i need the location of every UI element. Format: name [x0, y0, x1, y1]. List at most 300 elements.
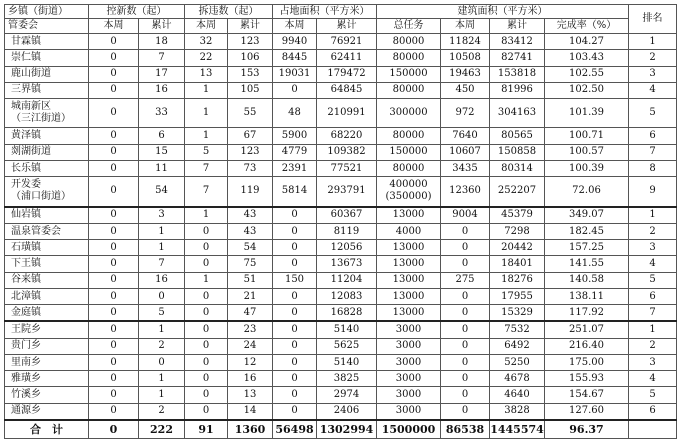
cell-cn-cum: 5 — [139, 305, 185, 322]
cell-dm-week: 32 — [185, 34, 228, 50]
cell-ba-cum: 7298 — [490, 223, 545, 239]
table-body — [5, 34, 677, 421]
cell-dm-cum: 51 — [228, 272, 273, 288]
cell-cn-week: 0 — [89, 34, 139, 50]
cell-la-week: 0 — [273, 321, 317, 338]
town-name-line1: 开发委 — [11, 179, 41, 191]
cell-town-name: 竹溪乡 — [5, 387, 89, 403]
cell-rank: 5 — [629, 272, 677, 288]
cell-ba-week: 275 — [441, 272, 490, 288]
cell-cn-week: 0 — [89, 338, 139, 354]
cell-total-task: 300000 — [377, 99, 441, 128]
cell-la-week: 0 — [273, 256, 317, 272]
cell-la-cum: 62411 — [317, 50, 377, 66]
cell-dm-week: 7 — [185, 177, 228, 207]
cell-ba-week: 0 — [441, 403, 490, 420]
cell-la-cum: 2406 — [317, 403, 377, 420]
cell-cn-cum: 18 — [139, 34, 185, 50]
cell-cn-cum: 33 — [139, 99, 185, 128]
cell-rank: 1 — [629, 207, 677, 224]
cell-la-week: 0 — [273, 403, 317, 420]
cell-total-task: 3000 — [377, 403, 441, 420]
total-la-cum: 1302994 — [317, 420, 377, 439]
cell-town-name: 甘霖镇 — [5, 34, 89, 50]
table-row — [5, 338, 677, 354]
cell-completion-rate: 349.07 — [545, 207, 629, 224]
cell-total-task: 80000 — [377, 160, 441, 176]
town-name-line1: 城南新区 — [11, 101, 51, 113]
header-rank: 排名 — [629, 5, 677, 34]
cell-cn-cum: 6 — [139, 128, 185, 144]
cell-dm-week: 0 — [185, 305, 228, 322]
cell-cn-week: 0 — [89, 99, 139, 128]
cell-cn-cum: 54 — [139, 177, 185, 207]
table-row — [5, 321, 677, 338]
cell-rank: 6 — [629, 403, 677, 420]
cell-rank: 3 — [629, 354, 677, 370]
cell-rank: 2 — [629, 223, 677, 239]
cell-la-week: 150 — [273, 272, 317, 288]
table-row — [5, 256, 677, 272]
cell-dm-week: 0 — [185, 403, 228, 420]
cell-la-cum: 8119 — [317, 223, 377, 239]
cell-cn-week: 0 — [89, 207, 139, 224]
cell-la-week: 0 — [273, 371, 317, 387]
total-label: 合 计 — [5, 420, 89, 439]
header-completion-rate: 完成率（%） — [545, 19, 629, 34]
cell-total-task: 3000 — [377, 338, 441, 354]
cell-dm-cum: 55 — [228, 99, 273, 128]
cell-ba-cum: 4678 — [490, 371, 545, 387]
cell-total-task: 13000 — [377, 288, 441, 304]
table-row — [5, 177, 677, 207]
total-la-week: 56498 — [273, 420, 317, 439]
cell-cn-week: 0 — [89, 305, 139, 322]
total-cn-week: 0 — [89, 420, 139, 439]
cell-ba-cum: 7532 — [490, 321, 545, 338]
cell-cn-week: 0 — [89, 50, 139, 66]
cell-la-week: 0 — [273, 207, 317, 224]
cell-ba-week: 7640 — [441, 128, 490, 144]
cell-town-name: 黄泽镇 — [5, 128, 89, 144]
header-la-cum: 累计 — [317, 19, 377, 34]
cell-cn-cum: 1 — [139, 223, 185, 239]
cell-cn-cum: 1 — [139, 387, 185, 403]
cell-la-week: 5900 — [273, 128, 317, 144]
cell-dm-week: 1 — [185, 207, 228, 224]
cell-dm-cum: 123 — [228, 144, 273, 160]
cell-ba-week: 0 — [441, 371, 490, 387]
cell-la-week: 0 — [273, 387, 317, 403]
table-row — [5, 207, 677, 224]
cell-town-name: 谷来镇 — [5, 272, 89, 288]
cell-ba-week: 12360 — [441, 177, 490, 207]
cell-dm-cum: 67 — [228, 128, 273, 144]
cell-la-cum: 76921 — [317, 34, 377, 50]
cell-town-name: 长乐镇 — [5, 160, 89, 176]
cell-la-cum: 179472 — [317, 66, 377, 82]
cell-town-name: 雅璜乡 — [5, 371, 89, 387]
cell-cn-cum: 1 — [139, 371, 185, 387]
cell-ba-week: 10508 — [441, 50, 490, 66]
cell-total-task: 150000 — [377, 66, 441, 82]
table-row — [5, 82, 677, 98]
cell-town-name: 三界镇 — [5, 82, 89, 98]
cell-dm-week: 7 — [185, 160, 228, 176]
cell-rank: 7 — [629, 144, 677, 160]
total-dm-cum: 1360 — [228, 420, 273, 439]
cell-dm-week: 1 — [185, 99, 228, 128]
cell-cn-week: 0 — [89, 256, 139, 272]
cell-ba-cum: 5250 — [490, 354, 545, 370]
cell-ba-week: 9004 — [441, 207, 490, 224]
town-name-line2: （三江街道） — [11, 113, 71, 125]
cell-la-cum: 77521 — [317, 160, 377, 176]
cell-cn-week: 0 — [89, 272, 139, 288]
cell-rank: 5 — [629, 387, 677, 403]
cell-dm-week: 0 — [185, 387, 228, 403]
cell-ba-cum: 3828 — [490, 403, 545, 420]
cell-dm-cum: 119 — [228, 177, 273, 207]
cell-dm-week: 22 — [185, 50, 228, 66]
cell-total-task: 80000 — [377, 128, 441, 144]
cell-ba-week: 0 — [441, 305, 490, 322]
cell-dm-cum: 123 — [228, 34, 273, 50]
cell-la-week: 0 — [273, 338, 317, 354]
cell-ba-week: 450 — [441, 82, 490, 98]
cell-town-name: 仙岩镇 — [5, 207, 89, 224]
cell-completion-rate: 216.40 — [545, 338, 629, 354]
cell-rank: 8 — [629, 160, 677, 176]
cell-cn-week: 0 — [89, 321, 139, 338]
cell-completion-rate: 72.06 — [545, 177, 629, 207]
cell-rank: 3 — [629, 66, 677, 82]
cell-ba-week: 10607 — [441, 144, 490, 160]
cell-total-task: 3000 — [377, 371, 441, 387]
cell-dm-week: 0 — [185, 240, 228, 256]
cell-town-name: 北漳镇 — [5, 288, 89, 304]
total-task: 1500000 — [377, 420, 441, 439]
table-row — [5, 144, 677, 160]
cell-la-cum: 12083 — [317, 288, 377, 304]
cell-total-task: 3000 — [377, 321, 441, 338]
cell-la-cum: 11204 — [317, 272, 377, 288]
table-row — [5, 371, 677, 387]
cell-cn-cum: 1 — [139, 321, 185, 338]
cell-town-name: 温泉管委会 — [5, 223, 89, 239]
cell-ba-week: 3435 — [441, 160, 490, 176]
cell-dm-cum: 106 — [228, 50, 273, 66]
cell-total-task: 13000 — [377, 272, 441, 288]
table-row — [5, 223, 677, 239]
cell-la-cum: 5140 — [317, 321, 377, 338]
cell-cn-cum: 3 — [139, 207, 185, 224]
cell-dm-cum: 43 — [228, 223, 273, 239]
cell-dm-cum: 13 — [228, 387, 273, 403]
cell-dm-week: 0 — [185, 223, 228, 239]
cell-cn-week: 0 — [89, 144, 139, 160]
cell-cn-week: 0 — [89, 223, 139, 239]
cell-la-week: 9940 — [273, 34, 317, 50]
cell-town-name: 里南乡 — [5, 354, 89, 370]
cell-cn-week: 0 — [89, 66, 139, 82]
header-build-area: 建筑面积（平方米） — [377, 5, 629, 19]
header-land-area: 占地面积（平方米） — [273, 5, 377, 19]
cell-la-cum: 210991 — [317, 99, 377, 128]
total-rate: 96.37 — [545, 420, 629, 439]
cell-la-week: 0 — [273, 354, 317, 370]
cell-cn-cum: 2 — [139, 338, 185, 354]
total-ba-week: 86538 — [441, 420, 490, 439]
cell-ba-cum: 80565 — [490, 128, 545, 144]
cell-la-week: 8445 — [273, 50, 317, 66]
cell-ba-week: 0 — [441, 354, 490, 370]
cell-cn-week: 0 — [89, 387, 139, 403]
cell-town-name: 剡湖街道 — [5, 144, 89, 160]
cell-total-task: 4000 — [377, 223, 441, 239]
cell-la-cum: 3825 — [317, 371, 377, 387]
cell-dm-week: 0 — [185, 354, 228, 370]
cell-total-task: 80000 — [377, 34, 441, 50]
cell-la-cum: 5625 — [317, 338, 377, 354]
cell-completion-rate: 101.39 — [545, 99, 629, 128]
cell-completion-rate: 100.57 — [545, 144, 629, 160]
cell-rank: 1 — [629, 34, 677, 50]
cell-completion-rate: 175.00 — [545, 354, 629, 370]
cell-la-cum: 12056 — [317, 240, 377, 256]
cell-ba-week: 0 — [441, 223, 490, 239]
cell-dm-cum: 54 — [228, 240, 273, 256]
town-name-line2: （浦口街道） — [11, 191, 71, 203]
cell-rank: 9 — [629, 177, 677, 207]
cell-cn-week: 0 — [89, 160, 139, 176]
cell-dm-week: 0 — [185, 338, 228, 354]
cell-la-week: 4779 — [273, 144, 317, 160]
cell-cn-week: 0 — [89, 128, 139, 144]
table-row — [5, 128, 677, 144]
header-control-new: 控新数（起） — [89, 5, 185, 19]
cell-total-task: 13000 — [377, 305, 441, 322]
cell-completion-rate: 155.93 — [545, 371, 629, 387]
cell-ba-week: 11824 — [441, 34, 490, 50]
table-row — [5, 66, 677, 82]
cell-la-cum: 293791 — [317, 177, 377, 207]
cell-cn-week: 0 — [89, 177, 139, 207]
cell-rank: 6 — [629, 288, 677, 304]
header-cn-week: 本周 — [89, 19, 139, 34]
cell-dm-cum: 14 — [228, 403, 273, 420]
cell-town-name: 金庭镇 — [5, 305, 89, 322]
cell-total-task: 13000 — [377, 207, 441, 224]
task-line2: (350000) — [385, 191, 432, 203]
cell-la-cum: 68220 — [317, 128, 377, 144]
cell-town-name: 鹿山街道 — [5, 66, 89, 82]
table-row — [5, 240, 677, 256]
cell-town-name — [5, 99, 89, 128]
cell-ba-cum: 20442 — [490, 240, 545, 256]
cell-completion-rate: 127.60 — [545, 403, 629, 420]
cell-total-task: 150000 — [377, 144, 441, 160]
total-row — [5, 420, 677, 439]
table-row — [5, 403, 677, 420]
cell-la-cum: 64845 — [317, 82, 377, 98]
cell-town-name — [5, 177, 89, 207]
cell-dm-cum: 21 — [228, 288, 273, 304]
cell-ba-cum: 150858 — [490, 144, 545, 160]
cell-ba-week: 0 — [441, 321, 490, 338]
cell-cn-cum: 11 — [139, 160, 185, 176]
cell-completion-rate: 138.11 — [545, 288, 629, 304]
cell-ba-cum: 252207 — [490, 177, 545, 207]
cell-total-task — [377, 177, 441, 207]
cell-cn-week: 0 — [89, 288, 139, 304]
cell-cn-week: 0 — [89, 354, 139, 370]
cell-cn-cum: 0 — [139, 288, 185, 304]
cell-la-week: 0 — [273, 240, 317, 256]
cell-la-week: 0 — [273, 82, 317, 98]
cell-rank: 2 — [629, 338, 677, 354]
cell-total-task: 13000 — [377, 256, 441, 272]
cell-dm-cum: 43 — [228, 207, 273, 224]
header-town-bottom: 管委会 — [5, 19, 89, 34]
cell-completion-rate: 251.07 — [545, 321, 629, 338]
cell-completion-rate: 157.25 — [545, 240, 629, 256]
cell-total-task: 13000 — [377, 240, 441, 256]
cell-cn-cum: 2 — [139, 403, 185, 420]
cell-cn-week: 0 — [89, 82, 139, 98]
total-cn-cum: 222 — [139, 420, 185, 439]
cell-la-week: 5814 — [273, 177, 317, 207]
cell-completion-rate: 100.71 — [545, 128, 629, 144]
cell-completion-rate: 100.39 — [545, 160, 629, 176]
cell-rank: 7 — [629, 305, 677, 322]
cell-cn-week: 0 — [89, 371, 139, 387]
cell-dm-week: 0 — [185, 256, 228, 272]
cell-cn-cum: 16 — [139, 272, 185, 288]
cell-dm-cum: 153 — [228, 66, 273, 82]
header-dm-week: 本周 — [185, 19, 228, 34]
cell-dm-week: 5 — [185, 144, 228, 160]
cell-rank: 6 — [629, 128, 677, 144]
cell-la-cum: 16828 — [317, 305, 377, 322]
cell-ba-week: 0 — [441, 256, 490, 272]
cell-total-task: 80000 — [377, 50, 441, 66]
header-ba-cum: 累计 — [490, 19, 545, 34]
table-row — [5, 305, 677, 322]
cell-cn-cum: 7 — [139, 256, 185, 272]
table-row — [5, 272, 677, 288]
cell-cn-cum: 0 — [139, 354, 185, 370]
cell-dm-cum: 23 — [228, 321, 273, 338]
cell-cn-cum: 17 — [139, 66, 185, 82]
cell-town-name: 下王镇 — [5, 256, 89, 272]
cell-cn-cum: 1 — [139, 240, 185, 256]
task-line1: 400000 — [389, 179, 428, 191]
table-row — [5, 34, 677, 50]
cell-ba-cum: 304163 — [490, 99, 545, 128]
cell-town-name: 通源乡 — [5, 403, 89, 420]
cell-cn-cum: 15 — [139, 144, 185, 160]
cell-completion-rate: 140.58 — [545, 272, 629, 288]
table-row — [5, 387, 677, 403]
cell-la-week: 19031 — [273, 66, 317, 82]
table-row — [5, 50, 677, 66]
cell-ba-cum: 82741 — [490, 50, 545, 66]
cell-cn-cum: 7 — [139, 50, 185, 66]
total-dm-week: 91 — [185, 420, 228, 439]
cell-dm-cum: 12 — [228, 354, 273, 370]
cell-la-cum: 109382 — [317, 144, 377, 160]
header-cn-cum: 累计 — [139, 19, 185, 34]
table-row — [5, 160, 677, 176]
cell-town-name: 王院乡 — [5, 321, 89, 338]
cell-completion-rate: 103.43 — [545, 50, 629, 66]
cell-rank: 1 — [629, 321, 677, 338]
cell-la-week: 0 — [273, 288, 317, 304]
cell-la-cum: 13673 — [317, 256, 377, 272]
cell-dm-week: 0 — [185, 371, 228, 387]
cell-dm-cum: 24 — [228, 338, 273, 354]
cell-ba-cum: 18276 — [490, 272, 545, 288]
cell-cn-cum: 16 — [139, 82, 185, 98]
cell-ba-week: 972 — [441, 99, 490, 128]
header-la-week: 本周 — [273, 19, 317, 34]
cell-completion-rate: 154.67 — [545, 387, 629, 403]
cell-rank: 4 — [629, 256, 677, 272]
cell-rank: 2 — [629, 50, 677, 66]
cell-dm-week: 0 — [185, 321, 228, 338]
total-rank — [629, 420, 677, 439]
cell-la-week: 2391 — [273, 160, 317, 176]
cell-completion-rate: 102.50 — [545, 82, 629, 98]
cell-ba-cum: 15329 — [490, 305, 545, 322]
cell-rank: 4 — [629, 82, 677, 98]
cell-ba-cum: 17955 — [490, 288, 545, 304]
cell-cn-week: 0 — [89, 240, 139, 256]
cell-rank: 4 — [629, 371, 677, 387]
cell-ba-cum: 83412 — [490, 34, 545, 50]
cell-completion-rate: 141.55 — [545, 256, 629, 272]
cell-la-week: 0 — [273, 223, 317, 239]
cell-ba-week: 0 — [441, 288, 490, 304]
table-row — [5, 354, 677, 370]
statistics-table — [4, 4, 677, 439]
cell-dm-week: 0 — [185, 288, 228, 304]
cell-dm-cum: 73 — [228, 160, 273, 176]
cell-ba-week: 19463 — [441, 66, 490, 82]
header-ba-week: 本周 — [441, 19, 490, 34]
cell-total-task: 3000 — [377, 354, 441, 370]
table-row — [5, 288, 677, 304]
cell-town-name: 崇仁镇 — [5, 50, 89, 66]
header-dm-cum: 累计 — [228, 19, 273, 34]
cell-completion-rate: 102.55 — [545, 66, 629, 82]
cell-dm-week: 1 — [185, 272, 228, 288]
header-town-top: 乡镇（街道） — [5, 5, 89, 19]
cell-completion-rate: 117.92 — [545, 305, 629, 322]
cell-completion-rate: 104.27 — [545, 34, 629, 50]
cell-dm-week: 13 — [185, 66, 228, 82]
cell-la-cum: 5140 — [317, 354, 377, 370]
cell-dm-cum: 16 — [228, 371, 273, 387]
cell-la-week: 48 — [273, 99, 317, 128]
cell-dm-week: 1 — [185, 82, 228, 98]
cell-ba-cum: 153818 — [490, 66, 545, 82]
cell-dm-cum: 75 — [228, 256, 273, 272]
cell-total-task: 80000 — [377, 82, 441, 98]
header-total-task: 总任务 — [377, 19, 441, 34]
header-demolish: 拆违数（起） — [185, 5, 273, 19]
